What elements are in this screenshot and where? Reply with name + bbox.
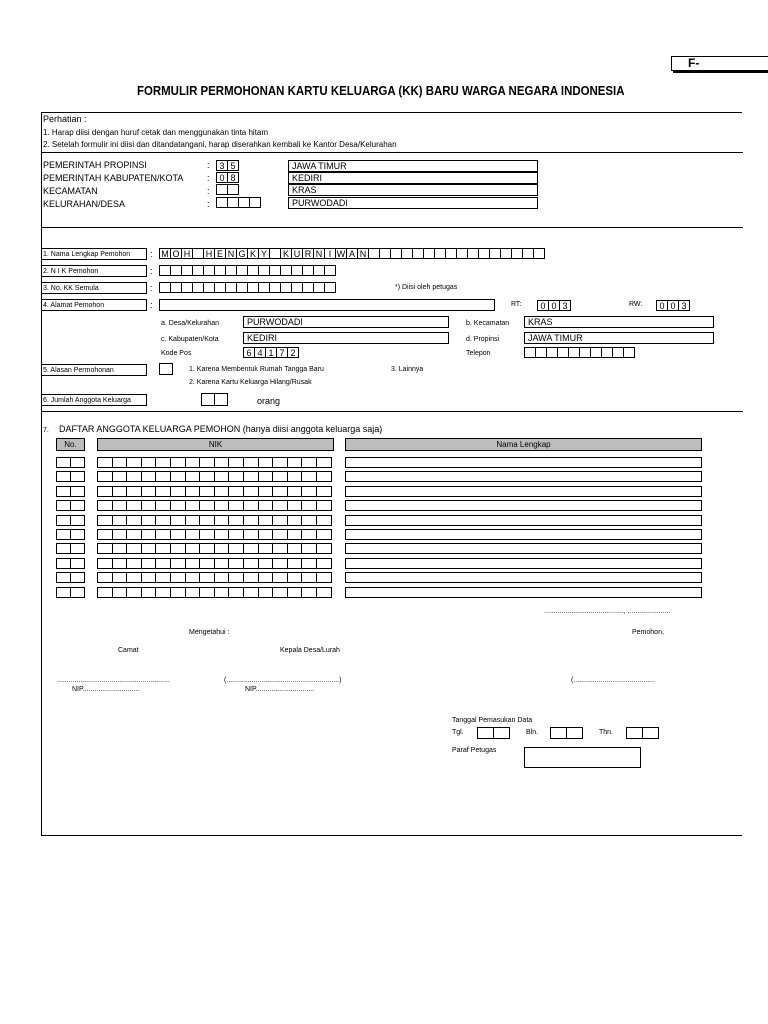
family-row-no[interactable] — [56, 572, 85, 583]
family-row-name[interactable] — [345, 471, 702, 482]
family-row-no[interactable] — [56, 500, 85, 511]
address-label: 4. Alamat Pemohon — [41, 299, 147, 311]
family-row-no[interactable] — [56, 486, 85, 497]
district-name[interactable]: KRAS — [288, 184, 538, 196]
kk-label: 3. No. KK Semula — [41, 282, 147, 294]
entry-tgl-cells[interactable] — [477, 727, 510, 739]
applicant-sign-line: (.......................................... — [571, 677, 656, 684]
family-row-name[interactable] — [345, 515, 702, 526]
regency-label: PEMERINTAH KABUPATEN/KOTA — [43, 173, 184, 183]
reason-option-3: 3. Lainnya — [391, 366, 424, 373]
regency-code[interactable]: 0 8 — [216, 172, 239, 183]
colon: : — [207, 186, 210, 196]
rw-value[interactable]: 0 0 3 — [656, 300, 690, 311]
members-unit: orang — [257, 396, 281, 406]
postcode-label: Kode Pos — [161, 350, 192, 357]
entry-bln-cells[interactable] — [550, 727, 583, 739]
district-label: KECAMATAN — [43, 186, 98, 196]
entry-thn-cells[interactable] — [626, 727, 659, 739]
family-list-heading: DAFTAR ANGGOTA KELUARGA PEMOHON (hanya diisi anggota keluarga saja) — [59, 424, 383, 434]
divider — [41, 411, 743, 412]
notice-line-1: 1. Harap diisi dengan huruf cetak dan menggunakan tinta hitam — [43, 128, 269, 137]
family-row-nik[interactable] — [97, 543, 332, 554]
colon: : — [150, 300, 153, 310]
province-name[interactable]: JAWA TIMUR — [288, 160, 538, 172]
family-row-name[interactable] — [345, 500, 702, 511]
column-header-nik: NIK — [97, 438, 334, 451]
kk-cells[interactable] — [159, 282, 336, 293]
entry-thn-label: Thn. — [599, 729, 614, 736]
colon: : — [150, 249, 153, 259]
phone-label: Telepon — [466, 350, 491, 357]
entry-tgl-label: Tgl. — [452, 729, 464, 736]
village-name[interactable]: PURWODADI — [288, 197, 538, 209]
entry-date-label: Tanggal Pemasukan Data — [452, 717, 533, 724]
page-title: FORMULIR PERMOHONAN KARTU KELUARGA (KK) BARU WARGA NEGARA INDONESIA — [137, 83, 625, 98]
divider — [41, 227, 743, 228]
lurah-label: Kepala Desa/Lurah — [280, 647, 340, 654]
family-row-no[interactable] — [56, 587, 85, 598]
regency-name[interactable]: KEDIRI — [288, 172, 538, 184]
family-row-nik[interactable] — [97, 486, 332, 497]
paraf-label: Paraf Petugas — [452, 747, 497, 754]
family-row-nik[interactable] — [97, 457, 332, 468]
lurah-nip: NIP.............................. — [245, 686, 315, 693]
district-code[interactable] — [216, 184, 239, 195]
family-row-nik[interactable] — [97, 529, 332, 540]
kec-value[interactable]: KRAS — [524, 316, 714, 328]
family-row-nik[interactable] — [97, 572, 332, 583]
family-row-nik[interactable] — [97, 500, 332, 511]
rt-label: RT: — [511, 301, 522, 308]
paraf-box[interactable] — [524, 747, 641, 768]
nik-label: 2. N I K Pemohon — [41, 265, 147, 277]
reason-checkbox[interactable] — [159, 363, 173, 375]
kec-label: b. Kecamatan — [466, 320, 510, 327]
members-count[interactable] — [201, 393, 228, 406]
family-row-no[interactable] — [56, 457, 85, 468]
family-row-name[interactable] — [345, 543, 702, 554]
province-label: PEMERINTAH PROPINSI — [43, 160, 147, 170]
name-cells[interactable]: M O H H E N G K Y K U R N I W A N — [159, 248, 545, 259]
family-row-name[interactable] — [345, 457, 702, 468]
colon: : — [207, 160, 210, 170]
colon: : — [150, 266, 153, 276]
colon: : — [207, 173, 210, 183]
reason-option-1: 1. Karena Membentuk Rumah Tangga Baru — [189, 366, 324, 373]
rt-value[interactable]: 0 0 3 — [537, 300, 571, 311]
family-row-no[interactable] — [56, 558, 85, 569]
applicant-sign-label: Pemohon, — [632, 629, 664, 636]
form-code: F- — [688, 56, 700, 70]
camat-sign-line: .......................................................... — [57, 677, 170, 684]
prop-label: d. Propinsi — [466, 336, 500, 343]
village-code[interactable] — [216, 197, 261, 208]
family-row-name[interactable] — [345, 572, 702, 583]
phone-cells[interactable] — [524, 347, 635, 358]
family-row-nik[interactable] — [97, 515, 332, 526]
prop-value[interactable]: JAWA TIMUR — [524, 332, 714, 344]
form-code-box — [671, 56, 768, 71]
camat-nip: NIP............................. — [72, 686, 140, 693]
members-label: 6. Jumlah Anggota Keluarga — [41, 394, 147, 406]
family-list-num: 7. — [43, 427, 49, 434]
name-label: 1. Nama Lengkap Pemohon — [41, 248, 147, 260]
kab-value[interactable]: KEDIRI — [243, 332, 449, 344]
family-row-nik[interactable] — [97, 471, 332, 482]
nik-cells[interactable] — [159, 265, 336, 276]
notice-line-2: 2. Setelah formulir ini diisi dan ditandatangani, harap diserahkan kembali ke Kantor Desa/Kelurahan — [43, 140, 397, 149]
colon: : — [207, 199, 210, 209]
entry-bln-label: Bln. — [526, 729, 539, 736]
place-date: ........................................., ...................... — [544, 608, 671, 615]
family-row-no[interactable] — [56, 543, 85, 554]
desa-label: a. Desa/Kelurahan — [161, 320, 219, 327]
province-code[interactable]: 3 5 — [216, 160, 239, 171]
divider — [41, 152, 743, 153]
column-header-name: Nama Lengkap — [345, 438, 702, 451]
desa-value[interactable]: PURWODADI — [243, 316, 449, 328]
lurah-sign-line: (..........................................................) — [224, 677, 342, 684]
family-row-no[interactable] — [56, 515, 85, 526]
column-header-no: No. — [56, 438, 85, 451]
rw-label: RW: — [629, 301, 643, 308]
address-input[interactable] — [159, 299, 495, 311]
family-row-no[interactable] — [56, 529, 85, 540]
known-label: Mengetahui : — [189, 629, 230, 636]
colon: : — [150, 283, 153, 293]
family-row-name[interactable] — [345, 558, 702, 569]
reason-label: 5. Alasan Permohonan — [41, 364, 147, 376]
village-label: KELURAHAN/DESA — [43, 199, 126, 209]
family-row-name[interactable] — [345, 529, 702, 540]
family-row-no[interactable] — [56, 471, 85, 482]
family-row-name[interactable] — [345, 587, 702, 598]
notice-heading: Perhatian : — [43, 114, 87, 124]
family-row-name[interactable] — [345, 486, 702, 497]
kab-label: c. Kabupaten/Kota — [161, 336, 219, 343]
kk-note: *) Diisi oleh petugas — [395, 284, 458, 291]
family-row-nik[interactable] — [97, 558, 332, 569]
camat-label: Camat — [118, 647, 139, 654]
family-row-nik[interactable] — [97, 587, 332, 598]
reason-option-2: 2. Karena Kartu Keluarga Hilang/Rusak — [189, 379, 312, 386]
postcode-value[interactable]: 6 4 1 7 2 — [243, 347, 299, 358]
